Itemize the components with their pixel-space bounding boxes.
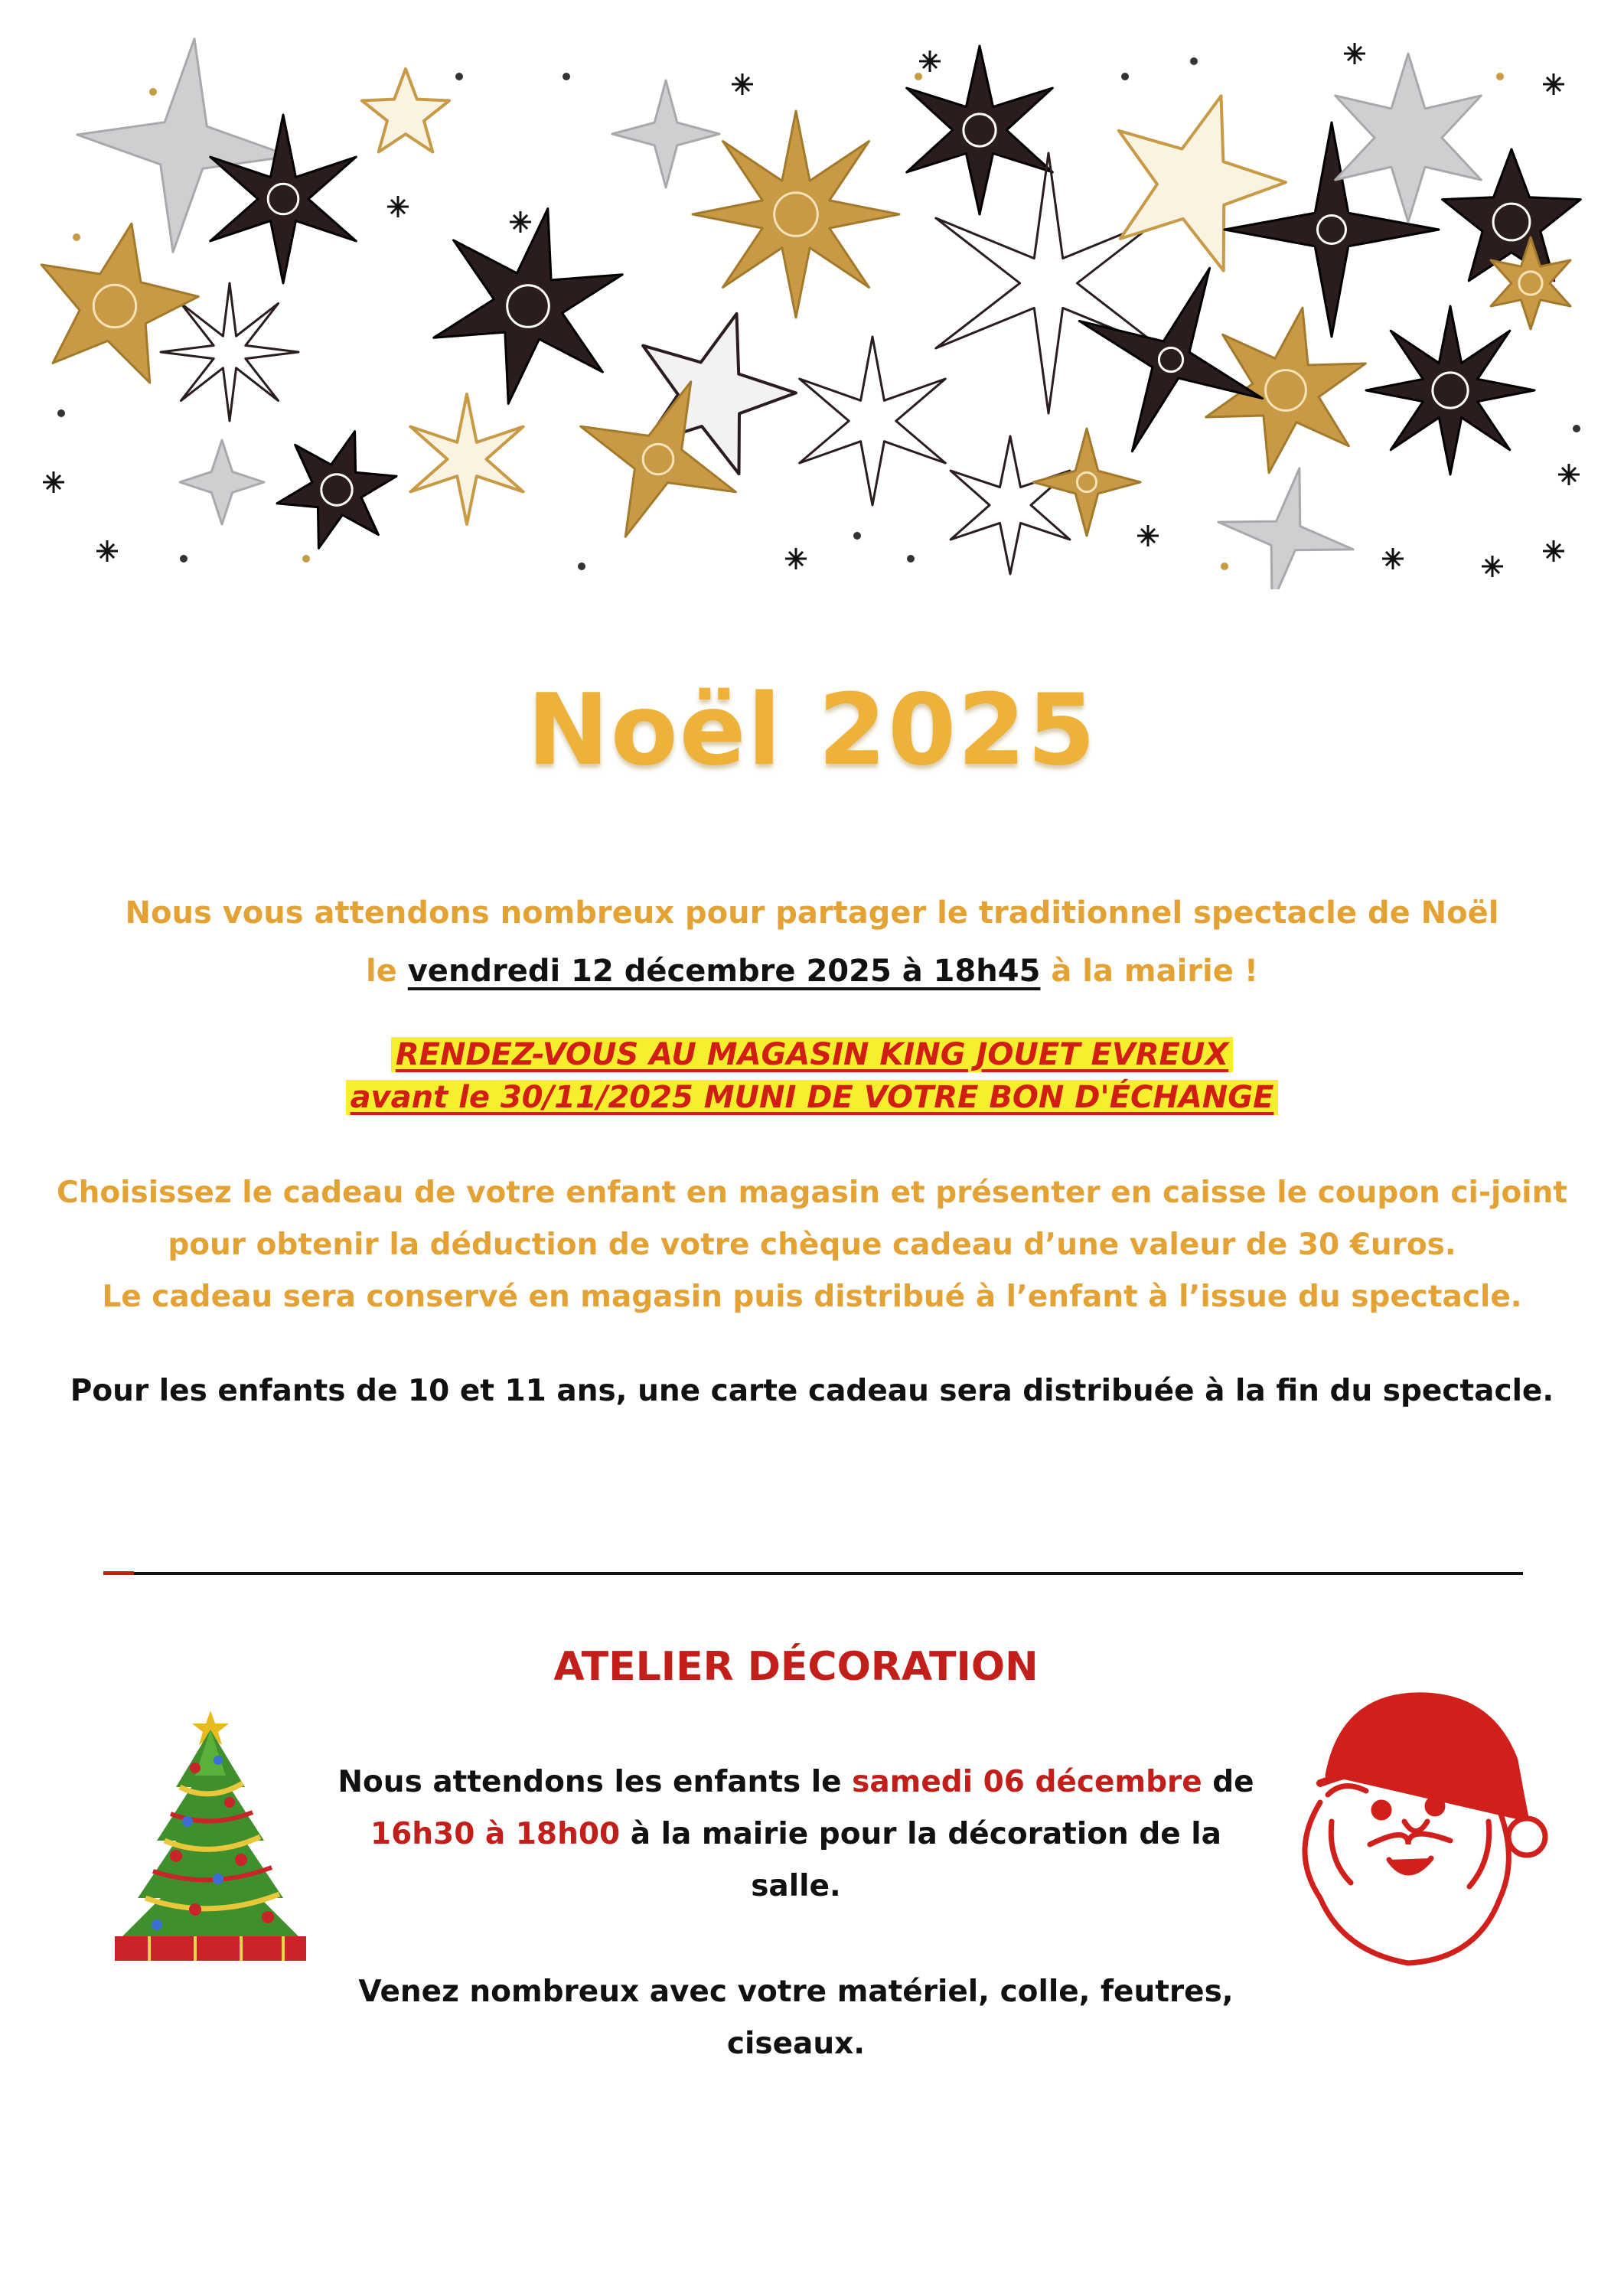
sparkle-icon	[785, 548, 807, 569]
sparkle-icon	[1482, 556, 1503, 577]
banner-star	[1033, 429, 1140, 536]
banner-star	[800, 337, 946, 505]
gift-info-line-2: pour obtenir la déduction de votre chèque cadeau d’une valeur de 30 €uros.	[168, 1228, 1456, 1262]
sparkle-icon	[919, 51, 941, 72]
intro-text	[0, 884, 1624, 1000]
banner-star	[612, 80, 719, 188]
divider-mark	[103, 1571, 134, 1575]
atelier-line-3: Venez nombreux avec votre matériel, colle, feutres,	[358, 1975, 1234, 2009]
banner-star	[1218, 468, 1353, 589]
atelier-time: 16h30 à 18h00	[370, 1817, 621, 1851]
notice-line-1: RENDEZ-VOUS AU MAGASIN KING JOUET EVREUX	[391, 1037, 1233, 1072]
sparkle-icon	[43, 471, 64, 493]
sparkle-dot	[180, 555, 188, 563]
sparkle-dot	[1190, 57, 1198, 65]
sparkle-icon	[732, 73, 753, 95]
sparkle-dot	[915, 73, 922, 80]
section-divider	[103, 1572, 1523, 1575]
atelier-text-c: à la mairie pour la décoration de la salle.	[630, 1817, 1221, 1903]
banner-star	[180, 440, 264, 524]
sparkle-icon	[1137, 525, 1159, 546]
sparkle-icon	[1382, 548, 1404, 569]
atelier-line-2	[337, 1808, 1255, 1913]
sparkle-icon	[96, 540, 118, 562]
intro-line-2-suffix: à la mairie !	[1051, 954, 1259, 989]
banner-star	[434, 209, 623, 404]
gift-info-line-3: Le cadeau sera conservé en magasin puis distribué à l’enfant à l’issue du spectacle.	[102, 1280, 1522, 1314]
sparkle-icon	[1543, 540, 1564, 562]
banner-star	[693, 111, 899, 318]
atelier-title: ATELIER DÉCORATION	[553, 1644, 1039, 1690]
sparkle-dot	[907, 555, 915, 563]
sparkle-dot	[1221, 563, 1228, 570]
stars-banner-graphic	[31, 31, 1592, 589]
show-date: vendredi 12 décembre 2025 à 18h45	[407, 954, 1041, 989]
sparkle-dot	[455, 73, 463, 80]
banner-star	[1335, 54, 1482, 222]
banner-star	[1079, 268, 1262, 451]
store-notice	[0, 1033, 1624, 1119]
gift-info	[0, 1167, 1624, 1323]
atelier-details	[337, 1756, 1255, 2070]
sparkle-dot	[302, 555, 310, 563]
intro-line-1: Nous vous attendons nombreux pour partager le traditionnel spectacle de Noël	[125, 895, 1499, 931]
sparkle-dot	[853, 532, 861, 540]
atelier-text-b: de	[1212, 1765, 1254, 1799]
christmas-tree-icon	[103, 1707, 318, 1967]
banner-star	[362, 69, 449, 152]
sparkle-icon	[1344, 43, 1365, 64]
banner-star	[1119, 96, 1286, 270]
atelier-text-a: Nous attendons les enfants le	[338, 1765, 842, 1799]
banner-star	[936, 153, 1161, 413]
banner-star	[1366, 306, 1534, 475]
notice-line-2: avant le 30/11/2025 MUNI DE VOTRE BON D'ÉCHANGE	[346, 1080, 1279, 1115]
banner-star	[410, 394, 523, 524]
sparkle-icon	[1543, 73, 1564, 95]
atelier-line-4: ciseaux.	[726, 2027, 866, 2061]
sparkle-icon	[387, 196, 409, 217]
santa-claus-icon	[1274, 1668, 1550, 1975]
atelier-line-1	[337, 1756, 1255, 1808]
older-kids-note: Pour les enfants de 10 et 11 ans, une carte cadeau sera distribuée à la fin du spectacle.	[70, 1374, 1554, 1408]
sparkle-dot	[149, 88, 157, 96]
sparkle-dot	[73, 233, 80, 241]
banner-star	[951, 436, 1070, 574]
christmas-stars-banner	[31, 31, 1592, 589]
sparkle-icon	[510, 211, 531, 233]
sparkle-dot	[563, 73, 570, 80]
sparkle-icon	[1558, 464, 1580, 485]
sparkle-dot	[1121, 73, 1129, 80]
page-title: Noël 2025	[527, 673, 1097, 788]
intro-line-2-prefix: le	[365, 954, 397, 989]
intro-line-2	[0, 942, 1624, 1000]
sparkle-dot	[57, 409, 65, 417]
gift-info-line-1: Choisissez le cadeau de votre enfant en magasin et présenter en caisse le coupon ci-joint	[57, 1176, 1567, 1210]
banner-star	[907, 46, 1053, 214]
sparkle-dot	[578, 563, 585, 570]
sparkle-dot	[1573, 425, 1580, 432]
sparkle-dot	[1496, 73, 1504, 80]
banner-star	[277, 432, 396, 549]
atelier-date: samedi 06 décembre	[852, 1765, 1202, 1799]
